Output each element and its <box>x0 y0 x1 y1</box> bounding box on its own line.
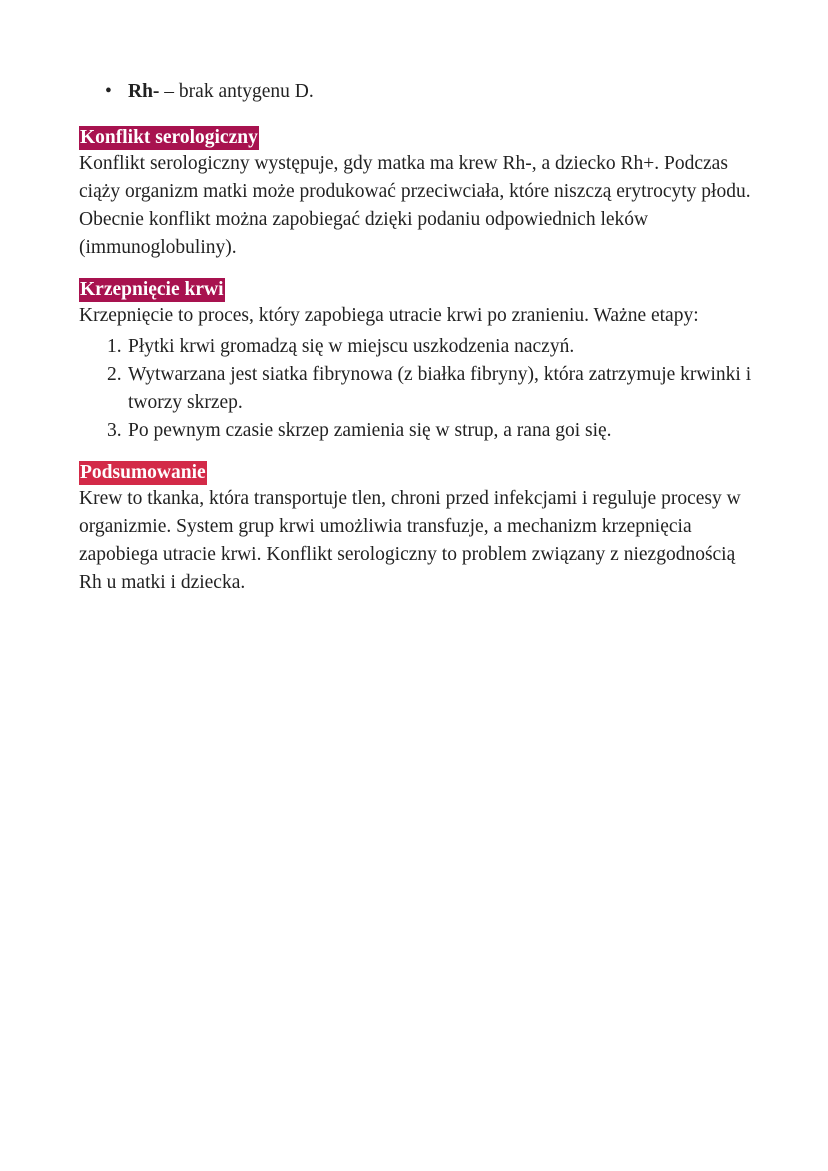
section-paragraph-krzepniecie: Krzepnięcie to proces, który zapobiega utracie krwi po zranieniu. Ważne etapy: <box>79 305 699 326</box>
rh-bullet-list <box>79 78 759 106</box>
list-item <box>79 333 759 361</box>
step-text: Po pewnym czasie skrzep zamienia się w strup, a rana goi się. <box>128 420 612 441</box>
step-number: 1. <box>107 336 122 357</box>
section-paragraph-konflikt: Konflikt serologiczny występuje, gdy matka ma krew Rh-, a dziecko Rh+. Podczas ciąży organizm matki może produkować przeciwciała, które niszczą erytrocyty płodu. Obecnie konflikt można zapobiegać dzięki podaniu odpowiednich leków (immunoglobuliny). <box>79 153 751 258</box>
steps-list <box>79 333 759 445</box>
section-paragraph-podsumowanie: Krew to tkanka, która transportuje tlen, chroni przed infekcjami i reguluje procesy w organizmie. System grup krwi umożliwia transfuzje, a mechanizm krzepnięcia zapobiega utracie krwi. Konflikt serologiczny to problem związany z niezgodnością Rh u matki i dziecka. <box>79 488 741 593</box>
section-heading-wrap <box>79 276 759 302</box>
step-number: 2. <box>107 364 122 385</box>
bullet-text: – brak antygenu D. <box>159 81 314 102</box>
step-text: Płytki krwi gromadzą się w miejscu uszkodzenia naczyń. <box>128 336 575 357</box>
section-heading-wrap <box>79 459 759 485</box>
section-heading-podsumowanie: Podsumowanie <box>80 462 206 483</box>
step-number: 3. <box>107 420 122 441</box>
section-heading-wrap <box>79 124 759 150</box>
section-heading-konflikt: Konflikt serologiczny <box>80 127 258 148</box>
list-item <box>79 417 759 445</box>
bullet-icon: • <box>105 81 112 102</box>
section-heading-krzepniecie: Krzepnięcie krwi <box>80 279 224 300</box>
list-item <box>79 78 759 106</box>
list-item <box>79 361 759 417</box>
step-text: Wytwarzana jest siatka fibrynowa (z białka fibryny), która zatrzymuje krwinki i tworzy skrzep. <box>128 364 752 413</box>
bullet-term: Rh- <box>128 81 160 102</box>
document-page <box>79 78 759 611</box>
